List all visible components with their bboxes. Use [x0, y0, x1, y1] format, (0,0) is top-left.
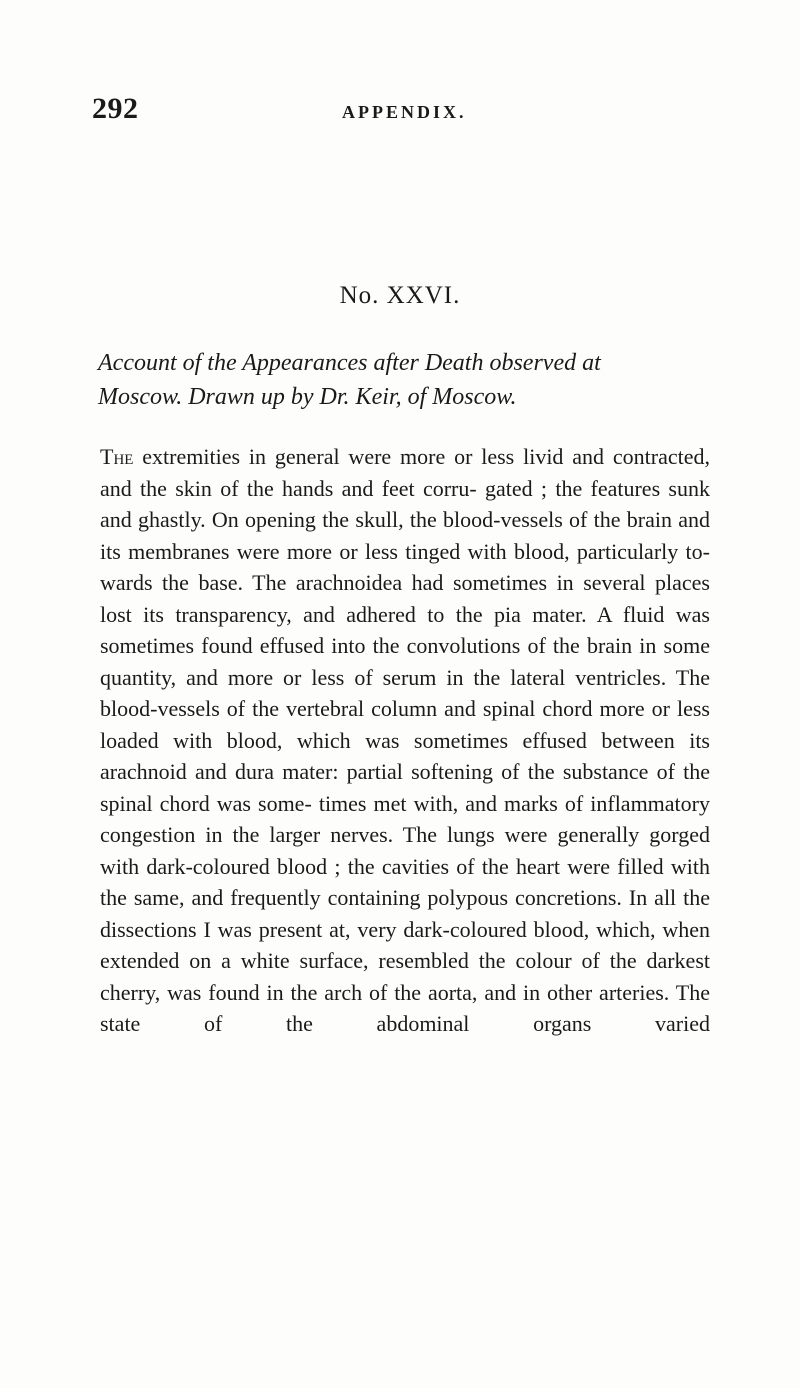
- section-head: APPENDIX.: [342, 102, 467, 122]
- body-paragraph: [100, 441, 710, 1040]
- opening-word: The: [100, 444, 134, 469]
- article-title-line-1: Account of the Appearances after Death observed at: [98, 350, 601, 376]
- article-number: No. XXVI.: [339, 282, 461, 309]
- article-title: [98, 346, 718, 414]
- page-number: 292: [92, 92, 139, 125]
- body-text: extremities in general were more or less livid and contracted, and the skin of the hands and feet corru- gated ; the features sunk and ghastly. On opening the skull, the blood-vessels of the brain and its membranes were more or less tinged with blood, particularly to- wards the base. The arachnoidea had sometimes in several places lost its transparency, and adhered to the pia mater. A fluid was sometimes found effused into the convolutions of the brain in some quantity, and more or less of serum in the lateral ventricles. The blood-vessels of the vertebral column and spinal chord more or less loaded with blood, which was sometimes effused between its arachnoid and dura mater: partial softening of the substance of the spinal chord was some- times met with, and marks of inflammatory congestion in the larger nerves. The lungs were generally gorged with dark-coloured blood ; the cavities of the heart were filled with the same, and frequently containing polypous concretions. In all the dissections I was present at, very dark-coloured blood, which, when extended on a white surface, resembled the colour of the darkest cherry, was found in the arch of the aorta, and in other arteries. The state of the abdominal organs varied: [100, 444, 711, 1036]
- article-title-line-2: Moscow. Drawn up by Dr. Keir, of Moscow.: [98, 384, 517, 410]
- running-head: [92, 92, 732, 132]
